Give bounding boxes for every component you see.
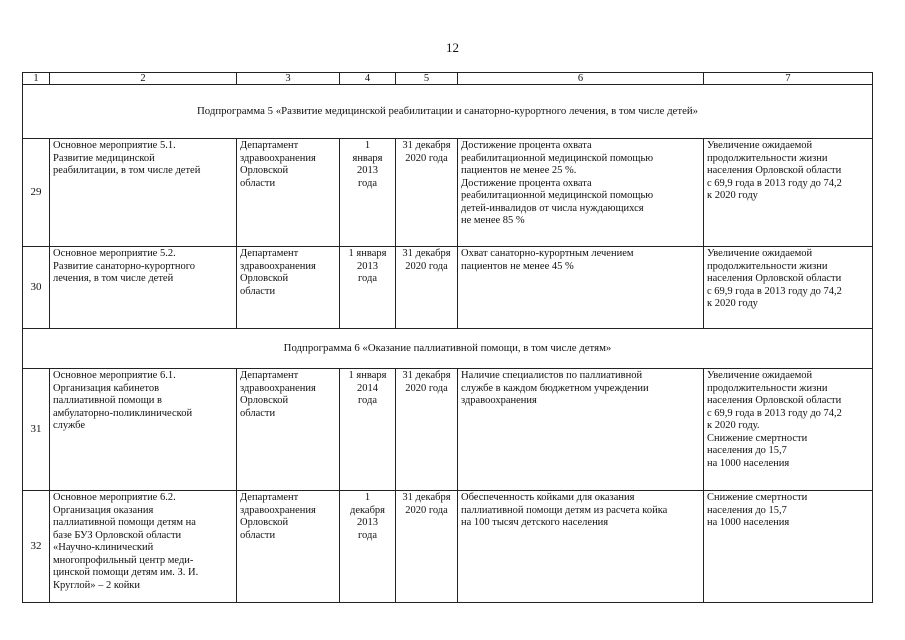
result-line: не менее 85 % <box>461 215 525 226</box>
row-number: 30 <box>23 247 50 329</box>
effect-line: с 69,9 года в 2013 году до 74,2 <box>707 177 842 189</box>
effect-line: Увеличение ожидаемой <box>707 140 813 151</box>
subprogram-title: Подпрограмма 6 «Оказание паллиативной помощи, в том числе детям» <box>23 329 873 369</box>
table-row <box>23 247 873 329</box>
row-number: 29 <box>23 139 50 247</box>
activity-line: Круглой» – 2 койки <box>53 579 141 591</box>
activity-line: реабилитации, в том числе детей <box>53 165 201 176</box>
result-cell <box>458 247 704 329</box>
column-header: 1 <box>23 73 50 85</box>
activity-line: Основное мероприятие 6.2. <box>53 492 176 503</box>
end-date-line: 2020 года <box>405 260 448 272</box>
effect-line: продолжительности жизни <box>707 260 828 272</box>
activity-line: Развитие санаторно-курортного <box>53 260 196 272</box>
activity-cell <box>50 491 237 603</box>
activity-cell <box>50 139 237 247</box>
result-line: паллиативной помощи детям из расчета койка <box>461 504 668 516</box>
executor-cell <box>237 369 340 491</box>
start-date-line: 1 <box>364 492 371 503</box>
effect-line: продолжительности жизни <box>707 382 828 394</box>
result-line: на 100 тысяч детского населения <box>461 517 609 528</box>
activity-line: Основное мероприятие 6.1. <box>53 370 176 381</box>
effect-line: с 69,9 года в 2013 году до 74,2 <box>707 407 842 419</box>
effect-line: населения Орловской области <box>707 273 842 284</box>
start-date-line: 2013 <box>357 165 378 176</box>
result-line: Достижение процента охвата <box>461 140 592 151</box>
result-line: здравоохранения <box>461 395 537 406</box>
effect-line: продолжительности жизни <box>707 152 828 164</box>
column-number-row <box>23 73 873 85</box>
executor-line: Департамент <box>240 140 299 151</box>
executor-cell <box>237 139 340 247</box>
start-date-line: года <box>358 529 377 541</box>
activity-cell <box>50 369 237 491</box>
column-header: 2 <box>50 73 237 85</box>
start-date-line: января <box>352 152 383 164</box>
subprogram-title: Подпрограмма 5 «Развитие медицинской реабилитации и санаторно-курортного лечения, в том числе детей» <box>23 85 873 139</box>
table-row <box>23 139 873 247</box>
executor-line: области <box>240 177 276 189</box>
effect-line: на 1000 населения <box>707 517 790 528</box>
end-date-line: 31 декабря <box>402 370 451 381</box>
column-header: 3 <box>237 73 340 85</box>
result-line: реабилитационной медицинской помощью <box>461 190 654 201</box>
activity-line: Основное мероприятие 5.1. <box>53 140 176 151</box>
activity-line: цинской помощи детям им. З. И. <box>53 567 199 578</box>
activity-line: Организация кабинетов <box>53 382 160 394</box>
activity-line: многопрофильный центр меди- <box>53 554 194 566</box>
page-number: 12 <box>446 40 459 55</box>
effect-line: населения до 15,7 <box>707 445 787 456</box>
subprogram-row <box>23 329 873 369</box>
executor-line: Департамент <box>240 248 299 259</box>
activity-cell <box>50 247 237 329</box>
result-cell <box>458 369 704 491</box>
effect-line: к 2020 году <box>707 190 758 201</box>
start-date-cell <box>340 491 396 603</box>
activity-line: амбулаторно-поликлинической <box>53 407 193 419</box>
executor-line: Департамент <box>240 492 299 503</box>
end-date-line: 2020 года <box>405 152 448 164</box>
effect-line: на 1000 населения <box>707 457 790 469</box>
effect-line: населения Орловской области <box>707 395 842 406</box>
start-date-cell <box>340 139 396 247</box>
result-line: реабилитационной медицинской помощью <box>461 152 654 164</box>
start-date-line: 1 января <box>348 248 387 259</box>
effect-line: Снижение смертности <box>707 492 808 503</box>
start-date-line: года <box>358 395 377 406</box>
executor-line: области <box>240 285 276 297</box>
effect-cell <box>704 139 873 247</box>
activity-line: службе <box>53 420 85 431</box>
effect-cell <box>704 369 873 491</box>
activity-line: базе БУЗ Орловской области <box>53 529 182 541</box>
effect-line: Снижение смертности <box>707 432 808 444</box>
program-table <box>22 72 873 603</box>
executor-line: области <box>240 407 276 419</box>
result-line: Достижение процента охвата <box>461 177 592 189</box>
end-date-line: 2020 года <box>405 504 448 516</box>
activity-line: «Научно-клинический <box>53 542 154 553</box>
executor-cell <box>237 247 340 329</box>
effect-line: к 2020 году <box>707 298 758 309</box>
row-number: 32 <box>23 491 50 603</box>
effect-line: Увеличение ожидаемой <box>707 370 813 381</box>
result-line: Обеспеченность койками для оказания <box>461 492 635 503</box>
start-date-line: декабря <box>349 504 386 516</box>
effect-line: населения до 15,7 <box>707 504 787 516</box>
executor-line: здравоохранения <box>240 152 316 164</box>
effect-cell <box>704 491 873 603</box>
executor-cell <box>237 491 340 603</box>
subprogram-row <box>23 85 873 139</box>
result-line: Охват санаторно-курортным лечением <box>461 248 634 259</box>
table-row <box>23 369 873 491</box>
start-date-line: 1 января <box>348 370 387 381</box>
activity-line: лечения, в том числе детей <box>53 273 174 284</box>
end-date-line: 31 декабря <box>402 140 451 151</box>
end-date-line: 31 декабря <box>402 492 451 503</box>
executor-line: Департамент <box>240 370 299 381</box>
executor-line: здравоохранения <box>240 260 316 272</box>
end-date-line: 2020 года <box>405 382 448 394</box>
result-line: пациентов не менее 25 %. <box>461 165 577 176</box>
result-line: пациентов не менее 45 % <box>461 260 574 272</box>
end-date-line: 31 декабря <box>402 248 451 259</box>
start-date-line: 1 <box>364 140 371 151</box>
result-line: Наличие специалистов по паллиативной <box>461 370 643 381</box>
result-cell <box>458 139 704 247</box>
executor-line: Орловской <box>240 517 289 528</box>
activity-line: Основное мероприятие 5.2. <box>53 248 176 259</box>
executor-line: здравоохранения <box>240 504 316 516</box>
start-date-line: 2014 <box>357 382 378 394</box>
start-date-line: 2013 <box>357 260 378 272</box>
executor-line: области <box>240 529 276 541</box>
executor-line: Орловской <box>240 395 289 406</box>
activity-line: Развитие медицинской <box>53 152 155 164</box>
start-date-cell <box>340 369 396 491</box>
effect-line: Увеличение ожидаемой <box>707 248 813 259</box>
end-date-cell <box>396 139 458 247</box>
activity-line: паллиативной помощи в <box>53 395 162 406</box>
end-date-cell <box>396 247 458 329</box>
column-header: 5 <box>396 73 458 85</box>
start-date-line: года <box>358 273 377 284</box>
result-line: детей-инвалидов от числа нуждающихся <box>461 202 644 214</box>
activity-line: паллиативной помощи детям на <box>53 517 196 528</box>
end-date-cell <box>396 491 458 603</box>
effect-cell <box>704 247 873 329</box>
start-date-cell <box>340 247 396 329</box>
row-number: 31 <box>23 369 50 491</box>
activity-line: Организация оказания <box>53 504 154 516</box>
column-header: 6 <box>458 73 704 85</box>
end-date-cell <box>396 369 458 491</box>
start-date-line: года <box>358 177 377 189</box>
column-header: 7 <box>704 73 873 85</box>
effect-line: с 69,9 года в 2013 году до 74,2 <box>707 285 842 297</box>
effect-line: населения Орловской области <box>707 165 842 176</box>
table-row <box>23 491 873 603</box>
executor-line: здравоохранения <box>240 382 316 394</box>
column-header: 4 <box>340 73 396 85</box>
effect-line: к 2020 году. <box>707 420 760 431</box>
executor-line: Орловской <box>240 165 289 176</box>
result-cell <box>458 491 704 603</box>
executor-line: Орловской <box>240 273 289 284</box>
start-date-line: 2013 <box>357 517 378 528</box>
result-line: службе в каждом бюджетном учреждении <box>461 382 649 394</box>
